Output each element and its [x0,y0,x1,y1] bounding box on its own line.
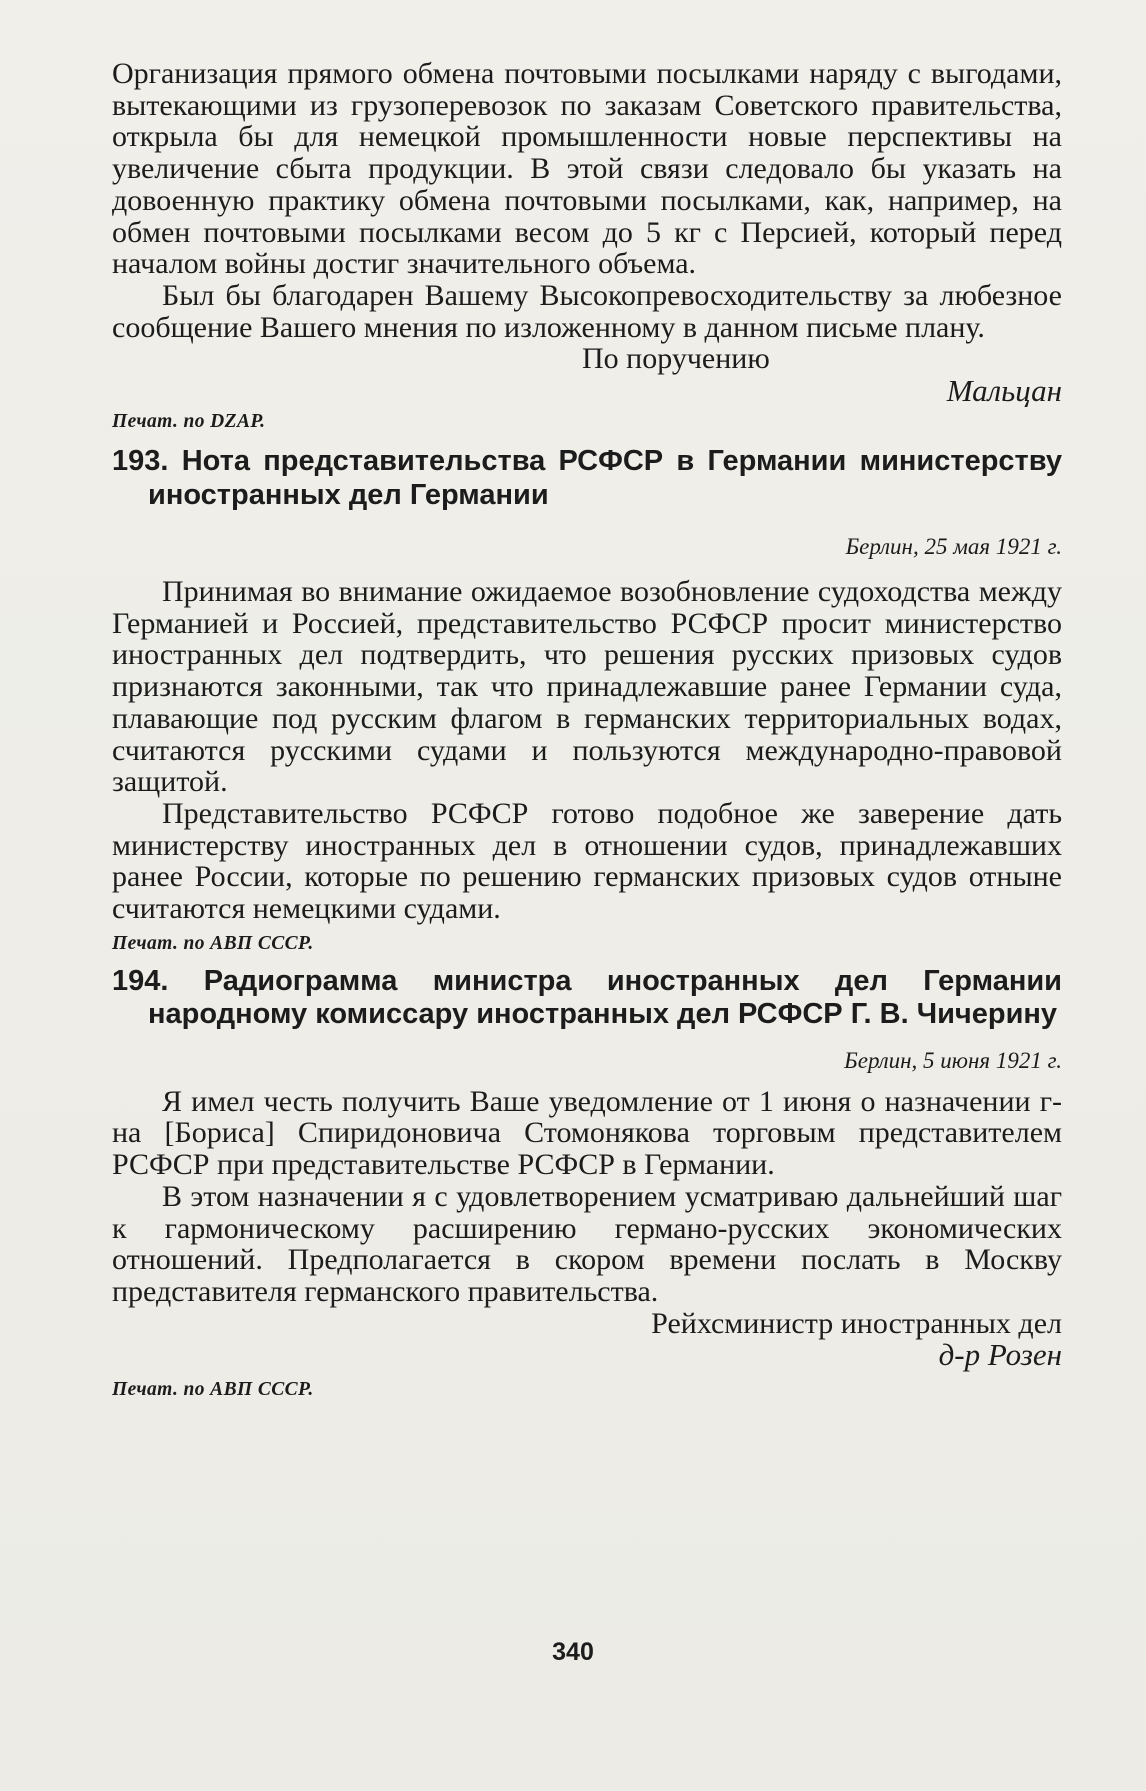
doc193-dateline: Берлин, 25 мая 1921 г. [845,534,1062,560]
doc194-heading: 194. Радиограмма министра иностранных дел Германии народному комиссару иностранных дел РСФСР Г. В. Чичерину [112,964,1062,1031]
doc192-paragraph-2: Был бы благодарен Вашему Высокопревосходительству за любезное сообщение Вашего мнения по изложенному в данном письме плану. [112,278,1062,344]
doc194-paragraph-1: Я имел честь получить Ваше уведомление от 1 июня о назначении г-на [Бориса] Спиридоновича Стомонякова торговым представителем РСФСР при представительстве РСФСР в Германии. [112,1084,1062,1182]
doc194-paragraph-2: В этом назначении я с удовлетворением усматриваю дальнейший шаг к гармоническому расширению германо-русских экономических отношений. Предполагается в скором времени послать в Москву представителя германского правительства. [112,1179,1062,1308]
doc194-closing: Рейхсминистр иностранных дел [651,1306,1062,1340]
text-column [112,58,1062,1403]
doc193-heading: 193. Нота представительства РСФСР в Германии министерству иностранных дел Германии [112,445,1062,511]
doc194-dateline: Берлин, 5 июня 1921 г. [844,1047,1062,1073]
doc193-source: Печат. по АВП СССР. [112,932,314,954]
doc193-paragraph-2: Представительство РСФСР готово подобное же заверение дать министерству иностранных дел в отношении судов, принадлежавших ранее России, которые по решению германских призовых судов отныне считаются немецкими судами. [112,796,1062,926]
doc194-source: Печат. по АВП СССР. [112,1379,314,1401]
page-number: 340 [552,1638,594,1666]
doc192-closing: По поручению [582,342,770,376]
doc192-signature: Мальцан [946,373,1062,409]
doc192-source: Печат. по DZAP. [112,411,266,433]
doc192-paragraph-1: Организация прямого обмена почтовыми посылками наряду с выгодами, вытекающими из грузоперевозок по заказам Советского правительства, открыла бы для немецкой промышленности новые перспективы на увеличение сбыта продукции. В этой связи следовало бы указать на довоенную практику обмена почтовыми посылками, как, например, на обмен почтовыми посылками весом до 5 кг с Персией, который перед началом войны достиг значительного объема. [112,57,1062,281]
doc194-signature: д-р Розен [938,1337,1062,1373]
doc193-paragraph-1: Принимая во внимание ожидаемое возобновление судоходства между Германией и Россией, представительство РСФСР просит министерство иностранных дел подтвердить, что решения русских призовых судов признаются законными, так что принадлежавшие ранее Германии суда, плавающие под русским флагом в германских территориальных водах, считаются русскими судами и пользуются международно-правовой защитой. [112,575,1062,799]
